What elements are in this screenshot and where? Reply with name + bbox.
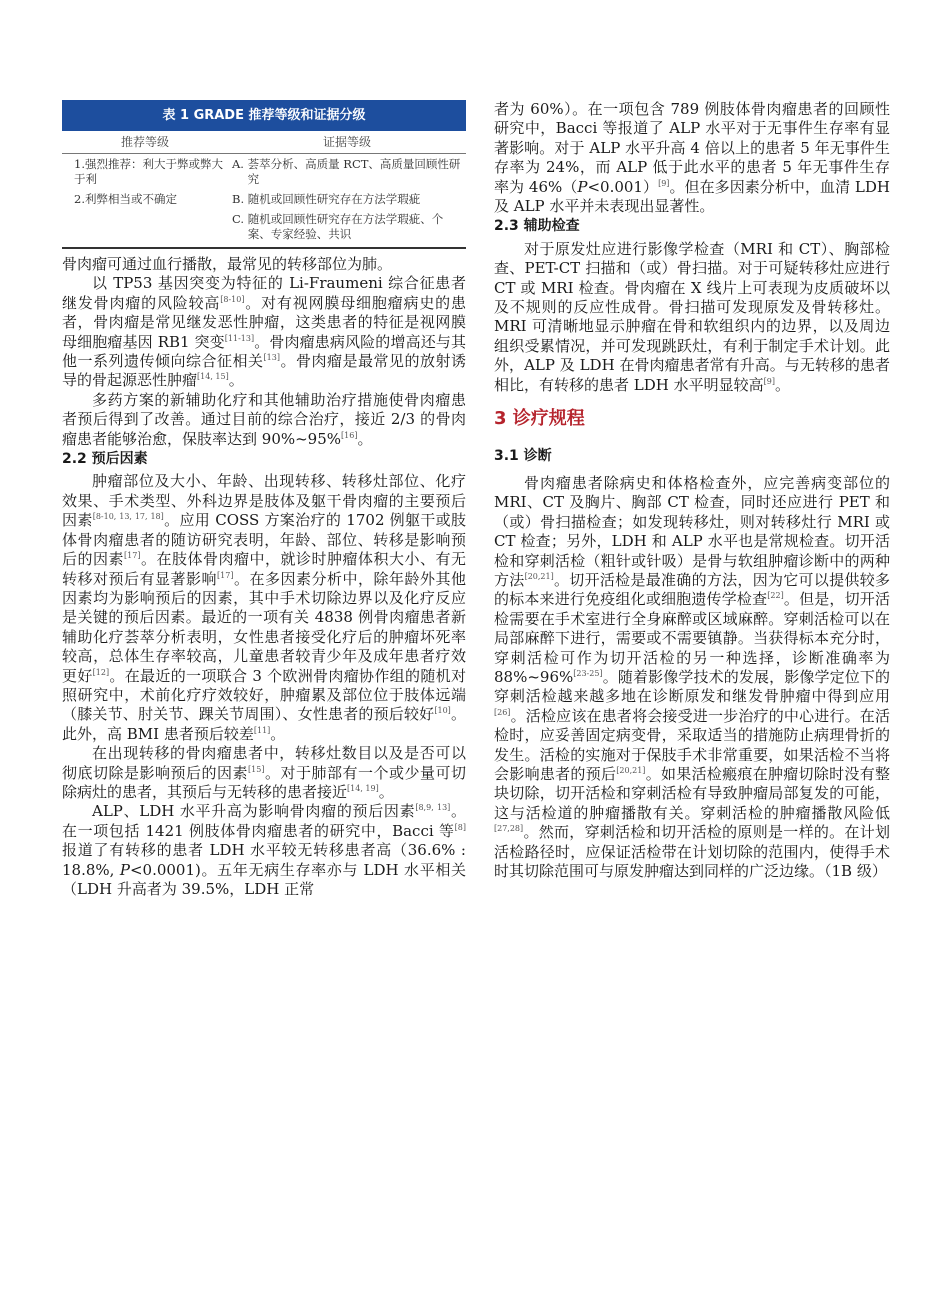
paragraph-metastatic-patients [62,744,466,802]
text-span: 报道了有转移的患者 LDH 水平较无转移患者高（36.6% : 18.8%, [62,841,466,879]
citation: [26] [494,707,511,717]
table-row [62,154,466,190]
evidence-text: 随机或回顾性研究存在方法学瑕疵 [247,192,421,206]
text-span: 。 [774,375,790,394]
paragraph-chemo [62,391,466,449]
text-span: 。然而，穿刺活检和切开活检的原则是一样的。在计划活检路径时，应保证活检带在计划切除的范围内，使得手术时其切除范围可与原发肿瘤达到同样的广泛边缘。（1B 级） [494,823,890,881]
text-span: 。 [378,782,394,801]
text-span: 肿瘤部位及大小、年龄、出现转移、转移灶部位、化疗效果、手术类型、外科边界是肢体及躯干骨肉瘤的主要预后因素 [62,472,466,530]
table-row [62,209,466,248]
table-cell-evidence [228,209,466,248]
citation: [12] [92,667,110,677]
section-heading-3-1: 3.1 诊断 [494,447,552,464]
text-span: 。对于肺部有一个或少量可切除病灶的患者，其预后与无转移的患者接近 [62,763,466,801]
table-cell-evidence [228,154,466,190]
citation: [8-10, 13, 17, 18] [92,512,164,522]
citation: [20,21] [524,571,554,581]
text-span: 。活检应该在患者将会接受进一步治疗的中心进行。在活检时，应妥善固定病变骨，采取适当的措施防止病理骨折的发生。活检的实施对于保肢手术非常重要，如果活检不当将会影响患者的预后 [494,706,890,783]
citation: [20,21] [616,766,646,775]
text-span: 骨肉瘤患者除病史和体格检查外，应完善病变部位的 MRI、CT 及胸片、胸部 CT 检查，同时还应进行 PET 和（或）骨扫描检查；如发现转移灶，则对转移灶行 MRI 或 CT 检查；另外，LDH 和 ALP 水平也是常规检查。切开活检和穿刺活检（粗针或针吸）是骨与软组肿瘤诊断中的两种方法 [494,473,890,589]
table-header-evidence: 证据等级 [228,131,466,154]
text-span: 。在肢体骨肉瘤中，就诊时肿瘤体积大小、有无转移对预后有显著影响 [62,550,466,588]
text-span: 。 [357,429,373,448]
text-span: 。随着影像学技术的发展，影像学定位下的穿刺活检越来越多地在诊断原发和继发骨肿瘤中得到应用 [494,667,890,706]
paragraph-alp-continued [494,100,890,216]
citation: [9] [658,178,670,188]
paragraph-alp-ldh [62,802,466,899]
text-span: 。如果活检瘢痕在肿瘤切除时没有整块切除，切开活检和穿刺活检有导致肿瘤局部复发的可能，这与活检道的肿瘤播散有关。穿刺活检的肿瘤播散风险低 [494,765,890,822]
text-span: ALP、LDH 水平升高为影响骨肉瘤的预后因素 [92,802,416,821]
evidence-text: 荟萃分析、高质量 RCT、高质量回顾性研究 [247,157,461,186]
section-heading-2-2: 2.2 预后因素 [62,451,148,468]
table-cell-recommendation: 2.利弊相当或不确定 [74,192,177,206]
paragraph-metastasis: 骨肉瘤可通过血行播散，最常见的转移部位为肺。 [62,255,393,273]
left-column [62,100,466,899]
grade-table-wrapper [62,100,466,249]
text-span: 。骨肉瘤患病风险的增高还与其他一系列遗传倾向综合征相关 [62,332,466,371]
italic-p: P [119,860,130,879]
text-span: 。切开活检是最准确的方法，因为它可以提供较多的标本来进行免疫组化或细胞遗传学检查 [494,570,890,609]
evidence-key: C. [232,212,245,226]
citation: [17] [124,551,141,561]
text-span: 。应用 COSS 方案治疗的 1702 例躯干或肢体骨肉瘤患者的随访研究表明，年龄、部位、转移是影响预后的因素 [62,511,466,569]
text-span: 者为 60%）。在一项包含 789 例肢体骨肉瘤患者的回顾性研究中，Bacci 等报道了 ALP 水平对于无事件生存率有显著影响。对于 ALP 水平升高 4 倍以上的患者 5 年无事件生存率为 24%，而 ALP 低于此水平的患者 5 年无事件生存率为 46%（ [494,100,890,196]
text-span: 。但是，切开活检需要在手术室进行全身麻醉或区域麻醉。穿刺活检可以在局部麻醉下进行，需要或不需要镇静。当获得标本充分时，穿刺活检可作为切开活检的另一种选择，诊断准确率为 88%~96% [494,590,890,686]
text-span: 对于原发灶应进行影像学检查（MRI 和 CT）、胸部检查、PET-CT 扫描和（或）骨扫描。对于可疑转移灶应进行 CT 或 MRI 检查。骨肉瘤在 X 线片上可表现为皮质破坏以及不规则的反应性成骨。骨扫描可发现原发及骨转移灶。 MRI 可清晰地显示肿瘤在骨和软组织内的边界，以及周边组织受累情况，并可发现跳跃灶，有利于制定手术计划。此外，ALP 及 LDH 在骨肉瘤患者常有升高。与无转移的患者相比，有转移的患者 LDH 水平明显较高 [494,239,890,394]
citation: [11] [253,725,271,735]
text-span: 多药方案的新辅助化疗和其他辅助治疗措施使骨肉瘤患者预后得到了改善。通过目前的综合治疗，接近 2/3 的骨肉瘤患者能够治愈，保肢率达到 90%~95% [62,390,466,448]
italic-p: P [577,177,588,196]
text-span: 以 TP53 基因突变为特征的 Li-Fraumeni 综合征患者继发骨肉瘤的风险较高 [62,274,466,312]
citation: [16] [341,430,358,440]
text-span: 。 [270,724,286,743]
text-span: 。在最近的一项联合 3 个欧洲骨肉瘤协作组的随机对照研究中，术前化疗疗效较好，肿瘤累及部位位于肢体远端（膝关节、肘关节、踝关节周围）、女性患者的预后较好 [62,666,466,724]
citation: [8] [454,822,466,832]
table-cell-recommendation: 1.强烈推荐：利大于弊或弊大于利 [74,157,223,186]
text-span: 。此外，高 BMI 患者预后较差 [62,705,466,743]
citation: [10] [434,706,451,716]
text-span: 。在多因素分析中，除年龄外其他因素均为影响预后的因素，其中手术切除边界以及化疗反应是关键的预后因素。最近的一项有关 4838 例骨肉瘤患者新辅助化疗荟萃分析表明，女性患者接受化疗后的肿瘤坏死率较高，总体生存率较高，儿童患者较青少年及成年患者疗效更好 [62,569,466,685]
text-span: 。在一项包括 1421 例肢体骨肉瘤患者的研究中，Bacci 等 [62,802,466,840]
paragraph-genetics [62,274,466,390]
grade-table [62,101,466,249]
table-caption: 表 1 GRADE 推荐等级和证据分级 [62,101,466,131]
citation: [23-25] [573,668,603,678]
section-heading-2-3: 2.3 辅助检查 [494,218,580,235]
table-header-recommendation: 推荐等级 [62,131,228,154]
right-column [494,100,890,881]
citation: [15] [248,764,265,774]
citation: [8,9, 13] [415,803,451,813]
paragraph-prognosis [62,472,466,744]
citation: [14, 19] [347,783,379,793]
paragraph-diagnosis [494,474,890,882]
citation: [14, 15] [197,372,229,382]
evidence-key: A. [232,157,244,171]
citation: [22] [767,591,784,601]
table-row [62,189,466,209]
evidence-text: 随机或回顾性研究存在方法学瑕疵、个案、专家经验、共识 [247,212,444,241]
text-span: 。骨肉瘤是最常见的放射诱导的骨起源恶性肿瘤 [62,352,466,390]
citation: [8-10] [220,294,245,304]
evidence-key: B. [232,192,245,206]
text-span: 在出现转移的骨肉瘤患者中，转移灶数目以及是否可以彻底切除是影响预后的因素 [62,744,466,782]
text-span: <0.001） [587,177,659,196]
table-header-row [62,131,466,154]
text-span: <0.0001)。五年无病生存率亦与 LDH 水平相关（LDH 升高者为 39.5%，LDH 正常 [62,860,467,898]
text-span: 。但在多因素分析中，血清 LDH 及 ALP 水平并未表现出显著性。 [494,177,891,216]
citation: [17] [217,570,234,580]
citation: [11-13] [224,333,255,343]
text-span: 。对有视网膜母细胞瘤病史的患者，骨肉瘤是常见继发恶性肿瘤，这类患者的特征是视网膜母细胞瘤基因 RB1 突变 [62,293,466,351]
citation: [27,28] [494,824,524,834]
table-cell-recommendation [62,209,228,248]
text-span: 。 [228,371,244,390]
paragraph-auxiliary-exam [494,240,890,395]
table-cell-evidence [228,189,466,209]
citation: [9] [763,376,775,386]
citation: [13] [263,353,280,363]
section-heading-3: 3 诊疗规程 [494,408,585,430]
